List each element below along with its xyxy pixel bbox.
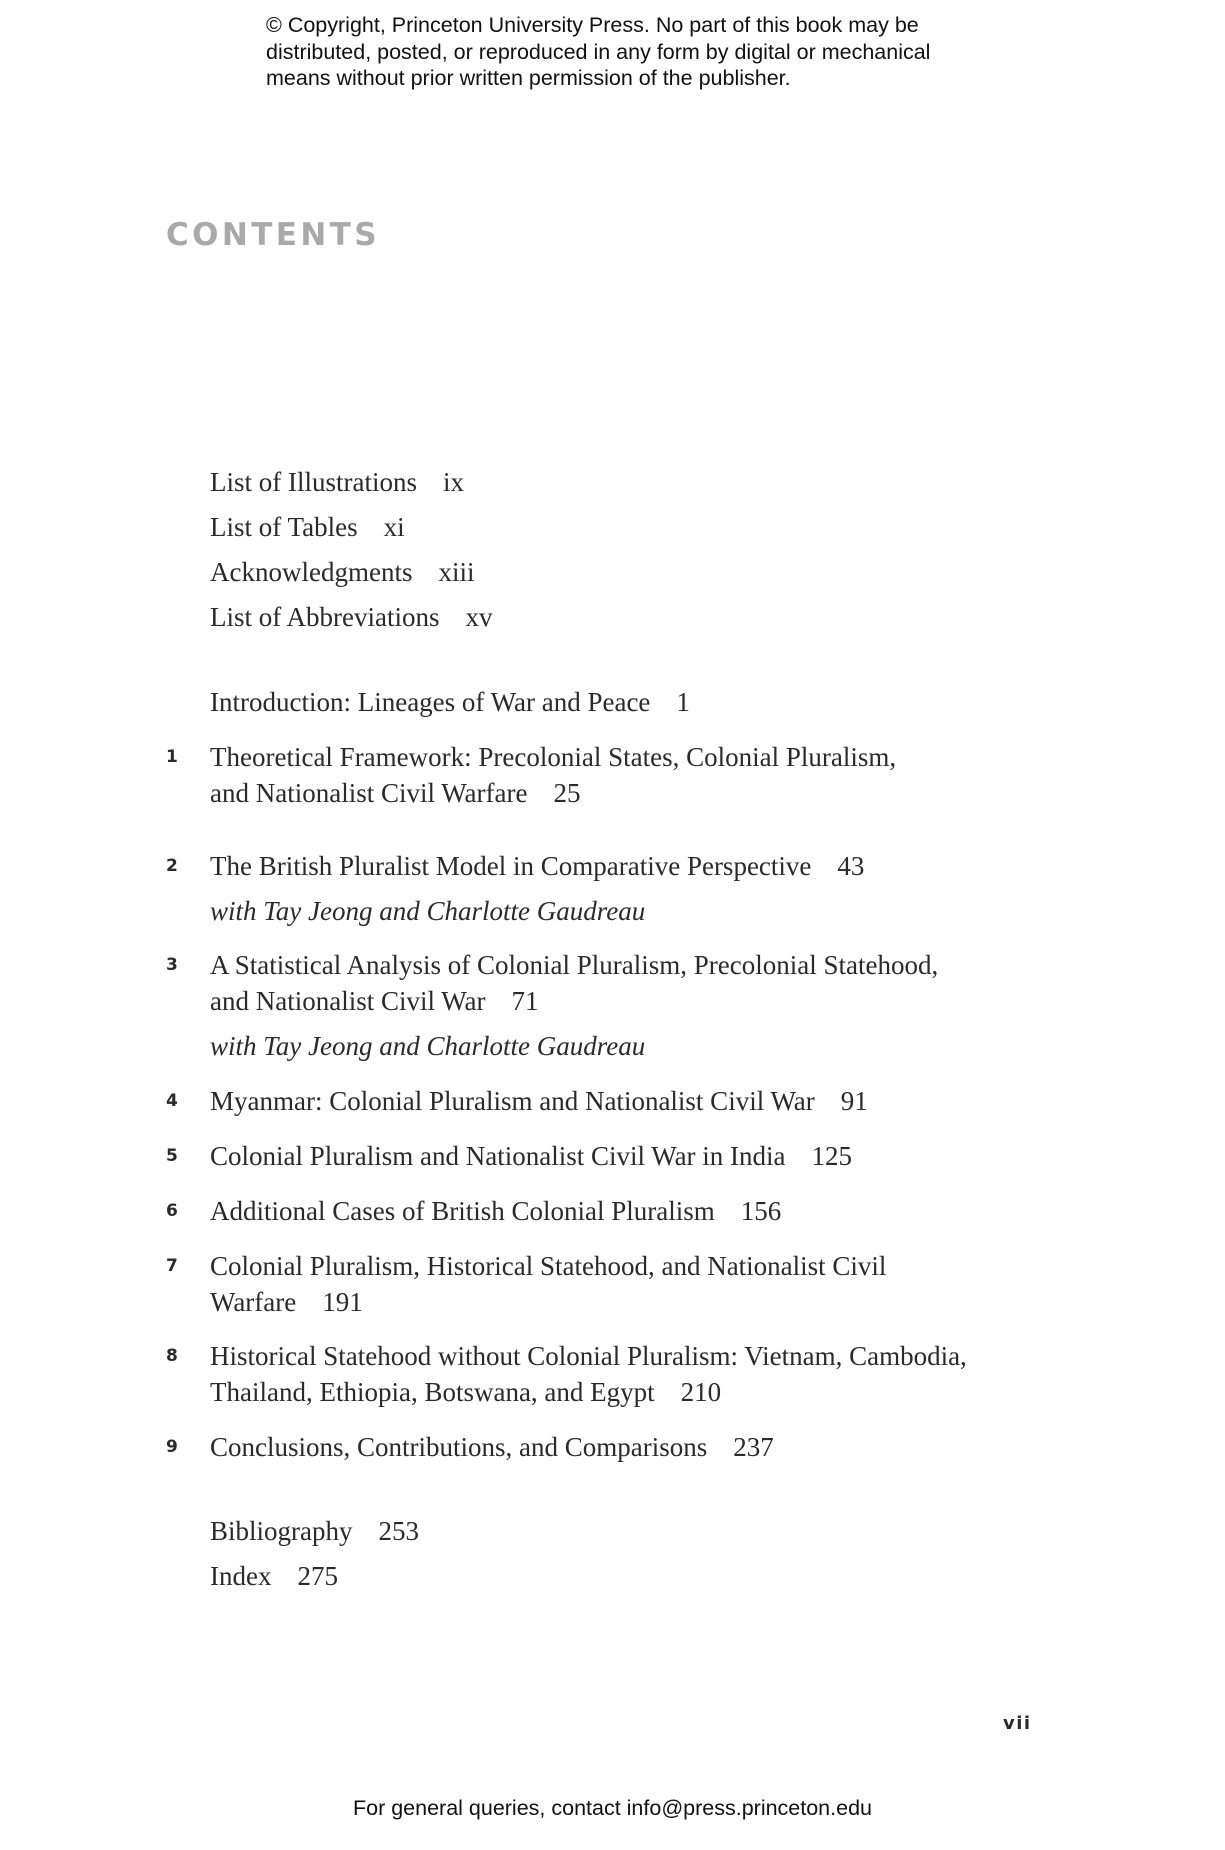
toc-entry-title: Thailand, Ethiopia, Botswana, and Egypt	[210, 1377, 655, 1407]
toc-entry-introduction[interactable]	[210, 684, 690, 720]
toc-entry-page: 275	[297, 1561, 338, 1591]
toc-entry-page: xiii	[438, 557, 475, 587]
toc-entry-title: List of Illustrations	[210, 467, 417, 497]
toc-entry-title: A Statistical Analysis of Colonial Pluralism, Precolonial Statehood,	[210, 950, 939, 980]
toc-entry-page: 43	[837, 851, 865, 881]
toc-entry-chapter-2[interactable]	[210, 848, 864, 884]
toc-entry-title: Theoretical Framework: Precolonial States, Colonial Pluralism,	[210, 742, 897, 772]
toc-entry-page: 237	[733, 1432, 774, 1462]
chapter-byline: with Tay Jeong and Charlotte Gaudreau	[210, 896, 646, 926]
page-title: CONTENTS	[166, 217, 380, 253]
toc-entry-title: The British Pluralist Model in Comparative Perspective	[210, 851, 812, 881]
toc-entry-chapter-6[interactable]	[210, 1193, 781, 1229]
toc-entry-page: ix	[442, 467, 464, 497]
chapter-number: 9	[166, 1437, 178, 1457]
chapter-number: 1	[166, 747, 178, 767]
toc-entry-chapter-3-continued[interactable]	[210, 983, 539, 1019]
toc-entry-chapter-8-continued[interactable]	[210, 1374, 721, 1410]
toc-entry-page: 191	[322, 1287, 363, 1317]
toc-entry-index[interactable]	[210, 1558, 338, 1594]
copyright-line: © Copyright, Princeton University Press. No part of this book may be	[266, 13, 919, 37]
toc-entry-list-of-abbreviations[interactable]	[210, 599, 492, 635]
toc-entry-page: 1	[676, 687, 690, 717]
toc-entry-page: 71	[511, 986, 539, 1016]
toc-entry-title: Acknowledgments	[210, 557, 413, 587]
toc-entry-title: Index	[210, 1561, 272, 1591]
chapter-number: 2	[166, 856, 178, 876]
toc-entry-chapter-8[interactable]	[210, 1338, 967, 1374]
toc-entry-page: 125	[811, 1141, 853, 1171]
chapter-number: 7	[166, 1256, 178, 1276]
toc-entry-page: xv	[465, 602, 493, 632]
toc-entry-chapter-5[interactable]	[210, 1138, 852, 1174]
toc-entry-list-of-tables[interactable]	[210, 509, 405, 545]
toc-entry-chapter-4[interactable]	[210, 1083, 868, 1119]
toc-entry-list-of-illustrations[interactable]	[210, 464, 464, 500]
chapter-number: 5	[166, 1146, 178, 1166]
chapter-number: 3	[166, 955, 178, 975]
toc-entry-title: and Nationalist Civil War	[210, 986, 486, 1016]
toc-entry-chapter-3[interactable]	[210, 947, 938, 983]
footer-contact: For general queries, contact info@press.princeton.edu	[352, 1796, 872, 1820]
page-number: vii	[1003, 1713, 1032, 1734]
toc-entry-page: 25	[553, 778, 581, 808]
chapter-number: 4	[166, 1091, 178, 1111]
toc-entry-chapter-7[interactable]	[210, 1248, 886, 1284]
toc-entry-page: 253	[378, 1516, 419, 1546]
copyright-notice	[266, 12, 1026, 92]
toc-entry-page: 210	[680, 1377, 722, 1407]
chapter-number: 8	[166, 1346, 178, 1366]
toc-entry-title: Additional Cases of British Colonial Pluralism	[210, 1196, 715, 1226]
copyright-line: distributed, posted, or reproduced in any form by digital or mechanical	[266, 39, 931, 64]
toc-entry-page: xi	[383, 512, 405, 542]
copyright-line: means without prior written permission of the publisher.	[266, 66, 791, 90]
toc-entry-title: Introduction: Lineages of War and Peace	[210, 687, 651, 717]
toc-entry-chapter-1-continued[interactable]	[210, 775, 581, 811]
toc-entry-title: Myanmar: Colonial Pluralism and Nationalist Civil War	[210, 1086, 815, 1116]
toc-entry-title: Colonial Pluralism and Nationalist Civil War in India	[210, 1141, 786, 1171]
toc-entry-chapter-7-continued[interactable]	[210, 1284, 363, 1320]
toc-entry-title: Historical Statehood without Colonial Pluralism: Vietnam, Cambodia,	[210, 1341, 967, 1371]
toc-entry-title: Colonial Pluralism, Historical Statehood, and Nationalist Civil	[210, 1251, 887, 1281]
toc-entry-title: and Nationalist Civil Warfare	[210, 778, 528, 808]
toc-entry-chapter-9[interactable]	[210, 1429, 774, 1465]
toc-entry-bibliography[interactable]	[210, 1513, 419, 1549]
toc-entry-title: List of Tables	[210, 512, 358, 542]
toc-entry-page: 91	[840, 1086, 868, 1116]
chapter-number: 6	[166, 1201, 178, 1221]
toc-entry-title: Warfare	[210, 1287, 297, 1317]
chapter-byline: with Tay Jeong and Charlotte Gaudreau	[210, 1031, 646, 1061]
toc-entry-title: List of Abbreviations	[210, 602, 440, 632]
toc-entry-title: Bibliography	[210, 1516, 353, 1546]
toc-entry-acknowledgments[interactable]	[210, 554, 474, 590]
toc-entry-chapter-1[interactable]	[210, 739, 896, 775]
toc-entry-title: Conclusions, Contributions, and Comparisons	[210, 1432, 708, 1462]
toc-entry-page: 156	[740, 1196, 782, 1226]
